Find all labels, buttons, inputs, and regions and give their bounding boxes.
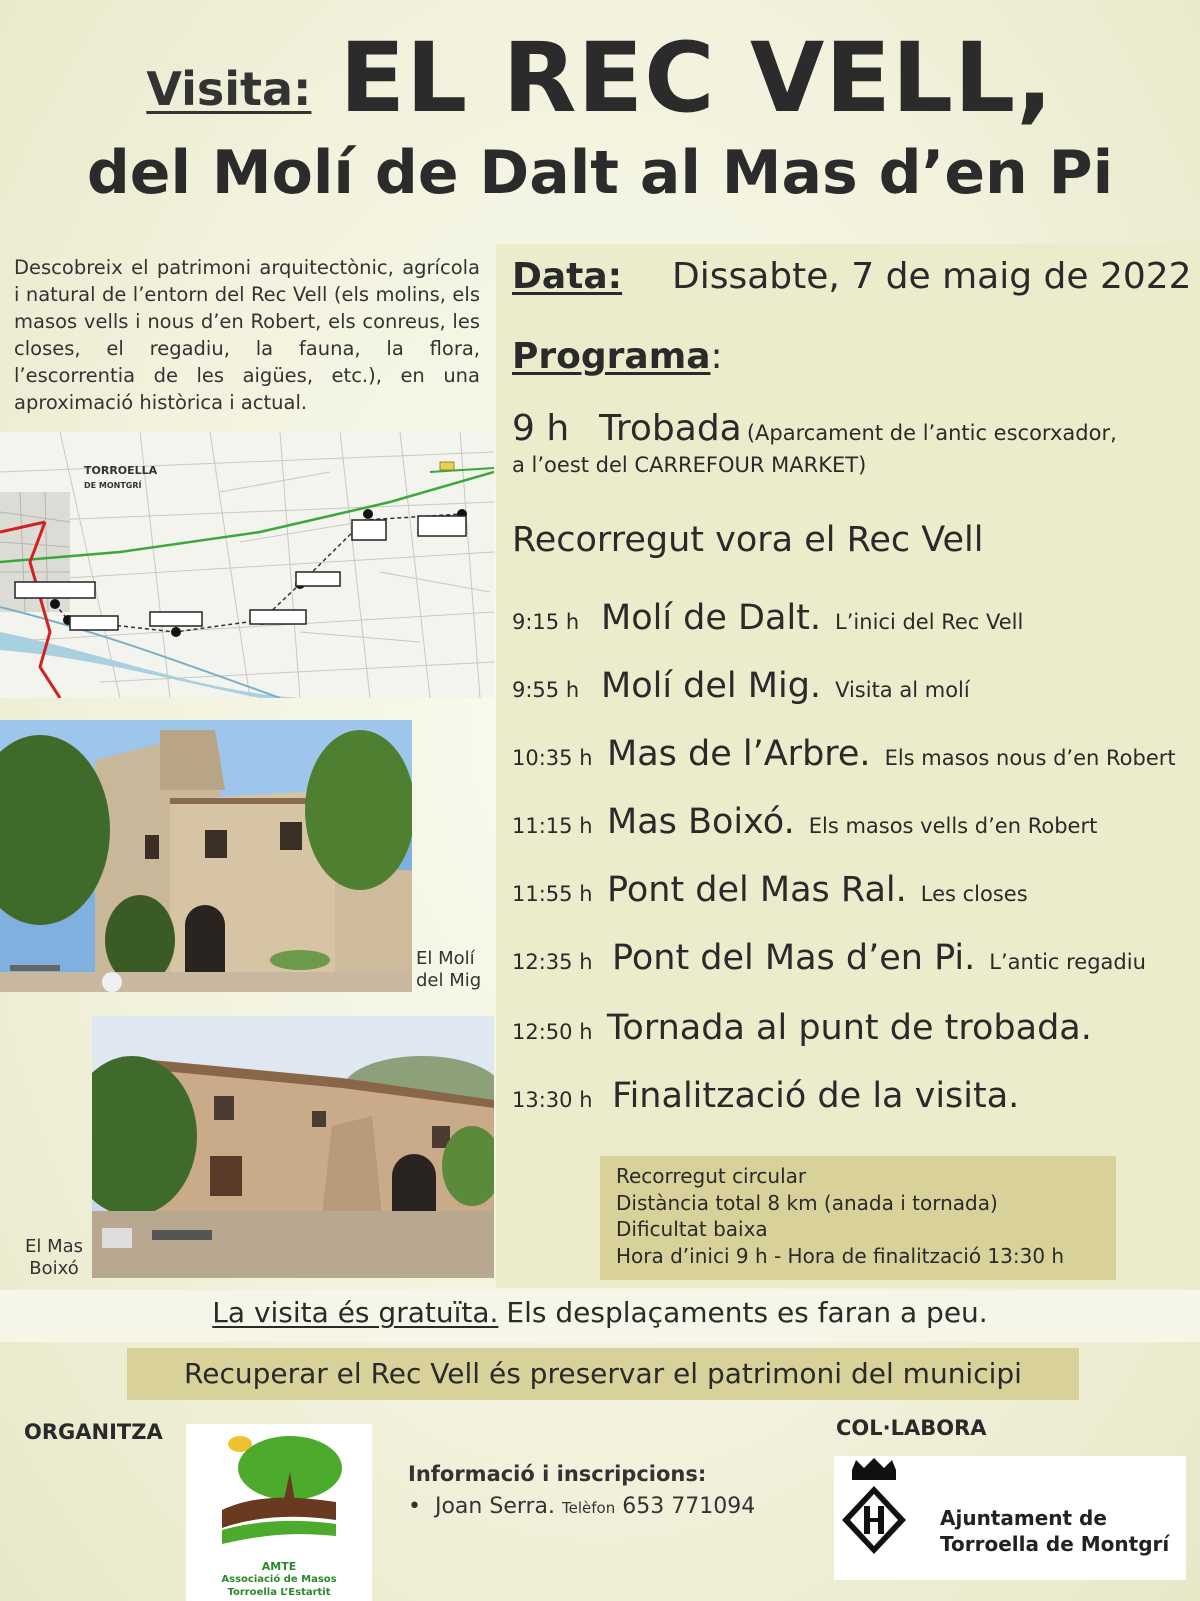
schedule-note: Les closes	[920, 882, 1028, 906]
title-line	[0, 22, 1200, 134]
schedule-place: Mas Boixó.	[607, 802, 795, 842]
amte-fullname: Associació de Masos	[221, 1574, 337, 1585]
schedule-time: 10:35 h	[512, 746, 593, 770]
program-colon: :	[710, 336, 723, 377]
schedule-place: Finalització de la visita.	[612, 1076, 1020, 1116]
date-label: Data:	[512, 256, 623, 297]
route-map-graphic	[0, 432, 494, 698]
page-title: EL REC VELL,	[339, 22, 1054, 134]
schedule-item	[512, 938, 1200, 978]
photo-moli-graphic	[0, 720, 412, 992]
schedule-time: 11:15 h	[512, 814, 593, 838]
page-subtitle: del Molí de Dalt al Mas d’en Pi	[86, 138, 1114, 208]
photo-caption-mas: El Mas Boixó	[24, 1236, 84, 1279]
schedule-place: Pont del Mas Ral.	[607, 870, 907, 910]
date-value: Dissabte, 7 de maig de 2022	[672, 256, 1192, 297]
photo-caption-moli: El Molí del Mig	[416, 948, 482, 991]
schedule-place: Molí del Mig.	[601, 666, 822, 706]
amte-location: Torroella L’Estartit	[227, 1587, 331, 1598]
free-notice-strong: La visita és gratuïta.	[212, 1296, 499, 1329]
schedule-time: 9:15 h	[512, 610, 580, 634]
info-line: Dificultat baixa	[616, 1217, 768, 1241]
organizer-label: ORGANITZA	[24, 1420, 163, 1444]
amte-logo-graphic	[186, 1424, 372, 1560]
schedule-time: 13:30 h	[512, 1088, 593, 1112]
schedule-note: Els masos nous d’en Robert	[884, 746, 1176, 770]
schedule-place: Mas de l’Arbre.	[607, 734, 871, 774]
contact-bullet: •	[408, 1494, 421, 1519]
contact-phone[interactable]: 653 771094	[622, 1494, 756, 1519]
collaborator-label: COL·LABORA	[836, 1416, 987, 1440]
amte-logo	[186, 1424, 372, 1601]
schedule-note: Visita al molí	[835, 678, 970, 702]
contact-line	[408, 1494, 755, 1519]
schedule-item	[512, 666, 1200, 706]
schedule-note: Els masos vells d’en Robert	[808, 814, 1098, 838]
schedule-place: Pont del Mas d’en Pi.	[612, 938, 976, 978]
info-line: Hora d’inici 9 h - Hora de finalització 13:30 h	[616, 1243, 1065, 1268]
contact-name: Joan Serra.	[434, 1494, 556, 1519]
ajuntament-logo	[834, 1456, 1186, 1580]
ajuntament-crest-icon	[834, 1456, 934, 1580]
intro-text: Descobreix el patrimoni arquitectònic, agrícola i natural de l’entorn del Rec Vell (els molins, els masos vells i nous d’en Robert, els conreus, les closes, el regadiu, la fauna, la flora, l’escorrentia de les aigües, etc.), en una aproximació històrica i actual.	[14, 256, 480, 414]
meeting-point	[512, 408, 1192, 477]
map-town-label: TORROELLA	[84, 464, 158, 477]
schedule-item	[512, 802, 1200, 842]
title-prefix: Visita:	[146, 62, 312, 116]
program-heading	[512, 336, 723, 377]
info-line: Recorregut circular	[616, 1164, 807, 1188]
date-row	[512, 256, 1192, 297]
schedule-place: Molí de Dalt.	[601, 598, 822, 638]
ajuntament-name-line2: Torroella de Montgrí	[940, 1532, 1170, 1556]
meeting-detail: (Aparcament de l’antic escorxador,	[746, 421, 1117, 445]
meeting-place: Trobada	[599, 408, 742, 449]
amte-name: AMTE	[261, 1560, 297, 1573]
contact-block	[408, 1462, 755, 1519]
schedule-item	[512, 598, 1200, 638]
contact-title: Informació i inscripcions:	[408, 1462, 707, 1486]
free-notice-rest: Els desplaçaments es faran a peu.	[506, 1296, 988, 1329]
motto-banner: Recuperar el Rec Vell és preservar el patrimoni del municipi	[127, 1348, 1079, 1400]
meeting-detail: a l’oest del CARREFOUR MARKET)	[512, 453, 867, 477]
route-heading: Recorregut vora el Rec Vell	[512, 520, 984, 560]
ajuntament-name-line1: Ajuntament de	[940, 1506, 1107, 1530]
photo-moli-del-mig	[0, 720, 412, 992]
info-line: Distància total 8 km (anada i tornada)	[616, 1190, 998, 1215]
contact-phone-label: Telèfon	[562, 1499, 616, 1517]
schedule-note: L’inici del Rec Vell	[835, 610, 1024, 634]
meeting-time: 9 h	[512, 408, 570, 449]
schedule-time: 9:55 h	[512, 678, 580, 702]
schedule-item	[512, 870, 1200, 910]
route-info-box	[600, 1156, 1116, 1280]
schedule-item	[512, 1008, 1200, 1048]
photo-mas-boixo	[92, 1016, 494, 1278]
map-town-sublabel: DE MONTGRÍ	[84, 481, 142, 490]
route-map	[0, 432, 494, 698]
free-notice	[0, 1296, 1200, 1329]
photo-mas-graphic	[92, 1016, 494, 1278]
schedule-time: 12:50 h	[512, 1020, 593, 1044]
schedule-time: 11:55 h	[512, 882, 593, 906]
schedule-note: L’antic regadiu	[989, 950, 1146, 974]
program-label: Programa	[512, 336, 711, 377]
schedule-item	[512, 734, 1200, 774]
schedule-place: Tornada al punt de trobada.	[607, 1008, 1092, 1048]
schedule-item	[512, 1076, 1200, 1116]
schedule-time: 12:35 h	[512, 950, 593, 974]
